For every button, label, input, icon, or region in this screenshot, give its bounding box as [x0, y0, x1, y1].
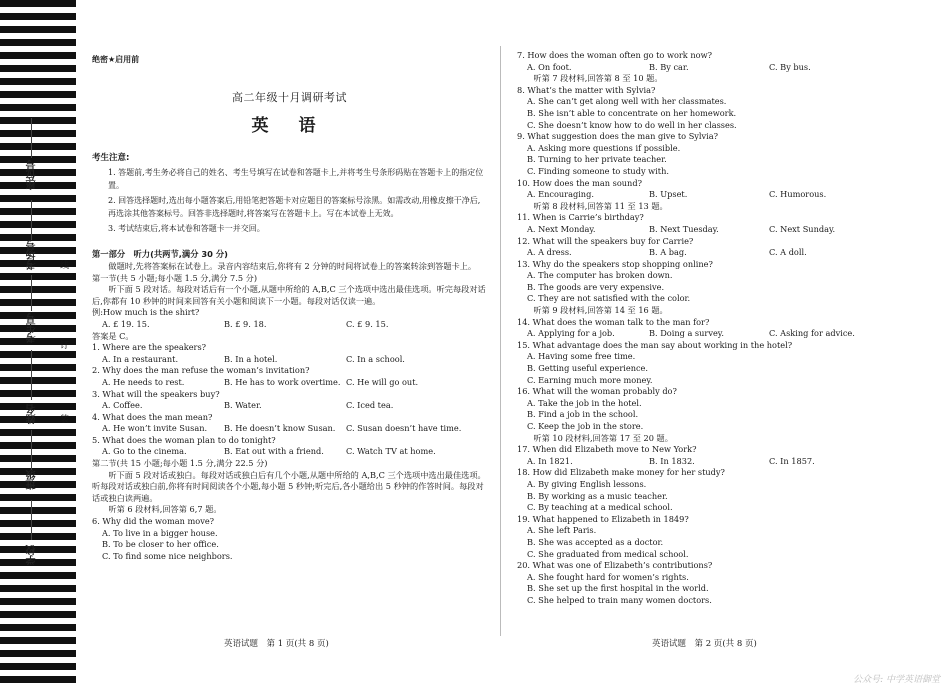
part1-intro: 做题时,先将答案标在试卷上。录音内容结束后,你将有 2 分钟的时间将试卷上的答案转涂到答题卡上。 [108, 260, 477, 271]
question: 8. What’s the matter with Sylvia? [517, 84, 656, 95]
material-note: 听第 9 段材料,回答第 14 至 16 题。 [533, 305, 668, 316]
options-row [527, 189, 917, 201]
option: A. In 1821. [527, 455, 573, 466]
option: A. In a restaurant. [102, 353, 179, 364]
option: C. Earning much more money. [527, 374, 653, 385]
question: 19. What happened to Elizabeth in 1849? [517, 513, 689, 524]
question: 18. How did Elizabeth make money for her study? [517, 467, 725, 478]
name-label: 姓名 [27, 404, 38, 424]
option: B. She isn’t able to concentrate on her homework. [527, 107, 737, 118]
option: C. In 1857. [769, 455, 815, 466]
option: C. They are not satisfied with the color. [527, 293, 691, 304]
option: B. Turning to her private teacher. [527, 154, 667, 165]
page-divider [500, 46, 501, 636]
option: C. She graduated from medical school. [527, 548, 689, 559]
options-row [527, 328, 917, 340]
question: 16. What will the woman probably do? [517, 386, 677, 397]
name-line [31, 350, 32, 400]
option: B. He doesn’t know Susan. [224, 423, 336, 434]
option: C. To find some nice neighbors. [102, 550, 233, 561]
option: C. Asking for advice. [769, 328, 855, 339]
option: A. Applying for a job. [527, 328, 615, 339]
bind-zhuang-char: 装 [60, 415, 70, 425]
option: A. To live in a bigger house. [102, 527, 218, 538]
question: 10. How does the man sound? [517, 177, 642, 188]
option: B. By car. [649, 61, 689, 72]
options-row [102, 423, 487, 435]
examno-line [31, 275, 32, 311]
option: C. Keep the job in the store. [527, 421, 644, 431]
question: 11. When is Carrie’s birthday? [517, 212, 644, 223]
page-2 [517, 50, 917, 607]
option: C. Humorous. [769, 189, 827, 200]
question: 5. What does the woman plan to do tonight? [92, 434, 276, 445]
notice-item: 3. 考试结束后,将本试卷和答题卡一并交回。 [108, 224, 265, 234]
option: C. Iced tea. [346, 400, 394, 411]
option: C. He will go out. [346, 376, 419, 387]
bind-line-char: 线 [60, 261, 70, 271]
options-stack [527, 351, 917, 386]
options-stack [527, 96, 917, 131]
material-note: 听第 8 段材料,回答第 11 至 13 题。 [533, 200, 668, 211]
room-label: 考场号 [27, 240, 38, 270]
question: 7. How does the woman often go to work now? [517, 50, 712, 60]
option: A. He needs to rest. [102, 376, 185, 387]
left-question-list [92, 342, 487, 458]
seat-line [31, 118, 32, 158]
option: A. By giving English lessons. [527, 478, 647, 489]
class-line [31, 430, 32, 470]
option: A. She left Paris. [527, 525, 597, 536]
option: B. The goods are very expensive. [527, 281, 665, 292]
question: 17. When did Elizabeth move to New York? [517, 444, 697, 455]
material-note: 听第 10 段材料,回答第 17 至 20 题。 [533, 432, 673, 443]
option: B. Doing a survey. [649, 328, 724, 339]
options-stack [527, 398, 917, 433]
option: C. Watch TV at home. [346, 446, 436, 457]
options-row [527, 224, 917, 236]
option: B. She was accepted as a doctor. [527, 536, 664, 547]
options-row [102, 354, 487, 366]
notice-item: 1. 答题前,考生务必将自己的姓名、考生号填写在试卷和答题卡上,并将考生号条形码贴在答题卡上的指定位置。 [108, 168, 484, 191]
secret-label: 绝密★启用前 [92, 55, 140, 64]
section2-intro: 听下面 5 段对话或独白。每段对话或独白后有几个小题,从题中所给的 A,B,C 三个选项中选出最佳选项。听每段对话或独白前,你将有时间阅读各个小题,每小题 5 秒钟;听完后,各小题给出 5 秒钟的作答时间。每段对话或独白读两遍。 [92, 469, 486, 503]
question: 12. What will the speakers buy for Carrie? [517, 235, 694, 246]
class-label: 班级 [27, 470, 38, 490]
example-question: 例:How much is the shirt? [92, 307, 200, 318]
option: C. She doesn’t know how to do well in her classes. [527, 119, 737, 130]
option: B. In 1832. [649, 455, 695, 466]
options-row [102, 446, 487, 458]
options-row [527, 456, 917, 468]
option: A. Asking more questions if possible. [527, 142, 681, 153]
options-row [527, 62, 917, 74]
option: B. Water. [224, 400, 262, 411]
option: A. He won’t invite Susan. [102, 423, 208, 434]
watermark: 公众号: 中学英语御堂 [853, 675, 940, 685]
option: B. A bag. [649, 247, 687, 258]
question-6: 6. Why did the woman move? [92, 516, 215, 527]
option: A. A dress. [527, 247, 572, 258]
question: 2. Why does the man refuse the woman’s invitation? [92, 365, 310, 376]
option: C. A doll. [769, 247, 807, 258]
question: 4. What does the man mean? [92, 411, 213, 422]
page-1 [92, 46, 487, 562]
option: B. £ 9. 18. [224, 318, 267, 329]
notice-title: 考生注意: [92, 152, 130, 163]
option: A. She can’t get along well with her classmates. [527, 96, 727, 107]
options-stack [527, 572, 917, 607]
option: A. £ 19. 15. [102, 318, 150, 329]
part1-title: 第一部分 听力(共两节,满分 30 分) [92, 249, 228, 260]
option: A. Next Monday. [527, 223, 596, 234]
option: B. Next Tuesday. [649, 223, 719, 234]
exam-title: 高二年级十月调研考试 [232, 90, 347, 104]
section2-title: 第二节(共 15 小题;每小题 1.5 分,满分 22.5 分) [92, 458, 268, 469]
seat-label: 座位号 [27, 160, 38, 190]
school-label: 学校 [27, 545, 38, 565]
options-stack [527, 270, 917, 305]
footer-page-1: 英语试题 第 1 页(共 8 页) [224, 639, 329, 649]
question: 1. Where are the speakers? [92, 342, 207, 353]
option: A. Encouraging. [527, 189, 594, 200]
option: C. In a school. [346, 353, 405, 364]
section1-intro: 听下面 5 段对话。每段对话后有一个小题,从题中所给的 A,B,C 三个选项中选出最佳选项。听完每段对话后,你都有 10 秒钟的时间来回答有关小题和阅读下一小题。每段对话仅读一遍。 [92, 284, 486, 306]
option: B. She set up the first hospital in the world. [527, 583, 709, 594]
option: C. She helped to train many women doctors. [527, 594, 712, 605]
option: A. She fought hard for women’s rights. [527, 571, 689, 582]
option: B. To be closer to her office. [102, 539, 219, 550]
question: 3. What will the speakers buy? [92, 388, 220, 399]
question: 13. Why do the speakers stop shopping online? [517, 258, 713, 269]
question-6-options [102, 528, 487, 563]
option: B. Find a job in the school. [527, 409, 639, 420]
option: A. Having some free time. [527, 351, 636, 362]
bind-ding-char: 订 [60, 341, 70, 351]
option: C. £ 9. 15. [346, 318, 389, 329]
option: A. On foot. [527, 61, 572, 72]
question: 15. What advantage does the man say about working in the hotel? [517, 339, 793, 350]
option: B. He has to work overtime. [224, 376, 341, 387]
examno-label: 考生号 [27, 313, 38, 343]
option: C. Next Sunday. [769, 223, 836, 234]
options-row [102, 400, 487, 412]
question: 14. What does the woman talk to the man for? [517, 316, 710, 327]
option: B. Upset. [649, 189, 688, 200]
option: C. Susan doesn’t have time. [346, 423, 462, 434]
option: B. Getting useful experience. [527, 363, 649, 374]
options-row [102, 377, 487, 389]
option: B. By working as a music teacher. [527, 490, 668, 501]
option: C. Finding someone to study with. [527, 165, 669, 176]
question: 9. What suggestion does the man give to Sylvia? [517, 131, 719, 142]
options-stack [527, 525, 917, 560]
option: A. The computer has broken down. [527, 270, 673, 281]
question: 20. What was one of Elizabeth’s contributions? [517, 560, 713, 571]
notice-item: 2. 回答选择题时,选出每小题答案后,用铅笔把答题卡对应题目的答案标号涂黑。如需改动,用橡皮擦干净后,再选涂其他答案标号。回答非选择题时,将答案写在答题卡上。写在本试卷上无效。 [108, 196, 481, 219]
subject-title: 英 语 [251, 116, 328, 137]
footer-page-2: 英语试题 第 2 页(共 8 页) [652, 639, 757, 649]
notice-list [92, 166, 487, 235]
option: B. In a hotel. [224, 353, 278, 364]
example-answer: 答案是 C。 [92, 330, 134, 341]
example-options [102, 319, 487, 331]
option: A. Take the job in the hotel. [527, 397, 642, 408]
material-note: 听第 6 段材料,回答第 6,7 题。 [108, 504, 222, 515]
school-line [31, 500, 32, 540]
option: B. Eat out with a friend. [224, 446, 324, 457]
options-stack [527, 143, 917, 178]
option: C. By teaching at a medical school. [527, 502, 673, 513]
option: C. By bus. [769, 61, 811, 72]
options-stack [527, 479, 917, 514]
material-note: 听第 7 段材料,回答第 8 至 10 题。 [533, 73, 663, 84]
options-row [527, 247, 917, 259]
option: A. Go to the cinema. [102, 446, 187, 457]
section1-title: 第一节(共 5 小题;每小题 1.5 分,满分 7.5 分) [92, 272, 258, 283]
room-line [31, 200, 32, 240]
option: A. Coffee. [102, 400, 143, 411]
